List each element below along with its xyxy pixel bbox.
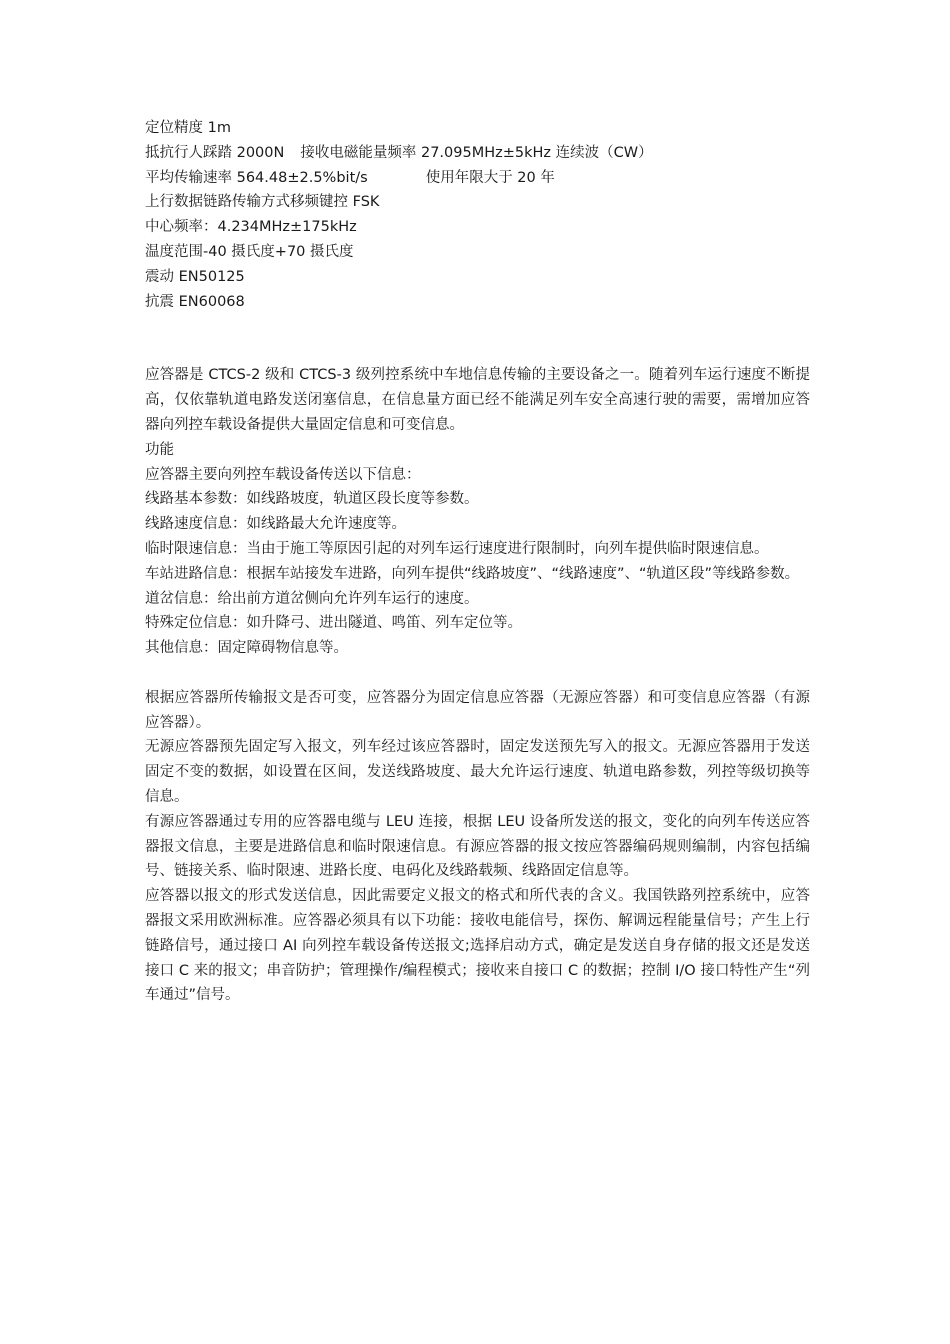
spec-positioning-accuracy: 定位精度 1m [145, 120, 231, 136]
spacer [145, 314, 810, 363]
function-item: 其他信息：固定障碍物信息等。 [145, 640, 348, 657]
spec-seismic: 抗震 EN60068 [145, 293, 245, 310]
types-paragraph: 根据应答器所传输报文是否可变，应答器分为固定信息应答器（无源应答器）和可变信息应答器（有源应答器）。 [145, 689, 810, 731]
function-item: 线路基本参数：如线路坡度，轨道区段长度等参数。 [145, 491, 479, 508]
active-balise-paragraph: 有源应答器通过专用的应答器电缆与 LEU 连接，根据 LEU 设备所发送的报文，变化的向列车传送应答器报文信息，主要是进路信息和临时限速信息。有源应答器的报文按应答器编码规则编制，内容包括编号、链接关系、临时限速、进路长度、电码化及线路载频、线路固定信息等。 [145, 813, 810, 880]
spec-center-frequency: 中心频率：4.234MHz±175kHz [145, 219, 357, 236]
spec-row-trample-frequency [145, 141, 810, 166]
spec-row-rate-life [145, 166, 810, 191]
spacer [145, 661, 810, 686]
spec-receive-frequency: 接收电磁能量频率 27.095MHz±5kHz 连续波（CW） [300, 144, 653, 161]
telegram-paragraph: 应答器以报文的形式发送信息，因此需要定义报文的格式和所代表的含义。我国铁路列控系统中，应答器报文采用欧洲标准。应答器必须具有以下功能：接收电能信号，探伤、解调远程能量信号；产生上行链路信号，通过接口 AI 向列控车载设备传送报文;选择启动方式，确定是发送自身存储的报文还是发送接口 C 来的报文；串音防护；管理操作/编程模式；接收来自接口 C 的数据；控制 I/O 接口特性产生“列车通过”信号。 [145, 888, 810, 1004]
spec-uplink-method: 上行数据链路传输方式移频键控 FSK [145, 194, 380, 211]
passive-balise-paragraph: 无源应答器预先固定写入报文，列车经过该应答器时，固定发送预先写入的报文。无源应答器用于发送固定不变的数据，如设置在区间，发送线路坡度、最大允许运行速度、轨道电路参数，列控等级切换等信息。 [145, 739, 810, 805]
spec-temperature-range: 温度范围-40 摄氏度+70 摄氏度 [145, 243, 354, 260]
function-item: 线路速度信息：如线路最大允许速度等。 [145, 516, 406, 533]
function-item: 车站进路信息：根据车站接发车进路，向列车提供“线路坡度”、“线路速度”、“轨道区段”等线路参数。 [145, 565, 800, 582]
spec-trample-resistance: 抵抗行人踩踏 2000N [145, 144, 285, 161]
functions-heading: 功能 [145, 441, 174, 458]
spec-service-life: 使用年限大于 20 年 [425, 169, 555, 186]
function-item: 道岔信息：给出前方道岔侧向允许列车运行的速度。 [145, 590, 479, 607]
functions-lead: 应答器主要向列控车载设备传送以下信息： [145, 466, 421, 483]
document-body [145, 116, 810, 1008]
spec-transmission-rate: 平均传输速率 564.48±2.5%bit/s [145, 169, 368, 186]
intro-paragraph: 应答器是 CTCS-2 级和 CTCS-3 级列控系统中车地信息传输的主要设备之一。随着列车运行速度不断提高，仅依靠轨道电路发送闭塞信息，在信息量方面已经不能满足列车安全高速行驶的需要，需增加应答器向列控车载设备提供大量固定信息和可变信息。 [145, 367, 810, 433]
spec-vibration: 震动 EN50125 [145, 268, 245, 285]
function-item: 特殊定位信息：如升降弓、进出隧道、鸣笛、列车定位等。 [145, 615, 522, 632]
function-item: 临时限速信息：当由于施工等原因引起的对列车运行速度进行限制时，向列车提供临时限速信息。 [145, 540, 769, 557]
